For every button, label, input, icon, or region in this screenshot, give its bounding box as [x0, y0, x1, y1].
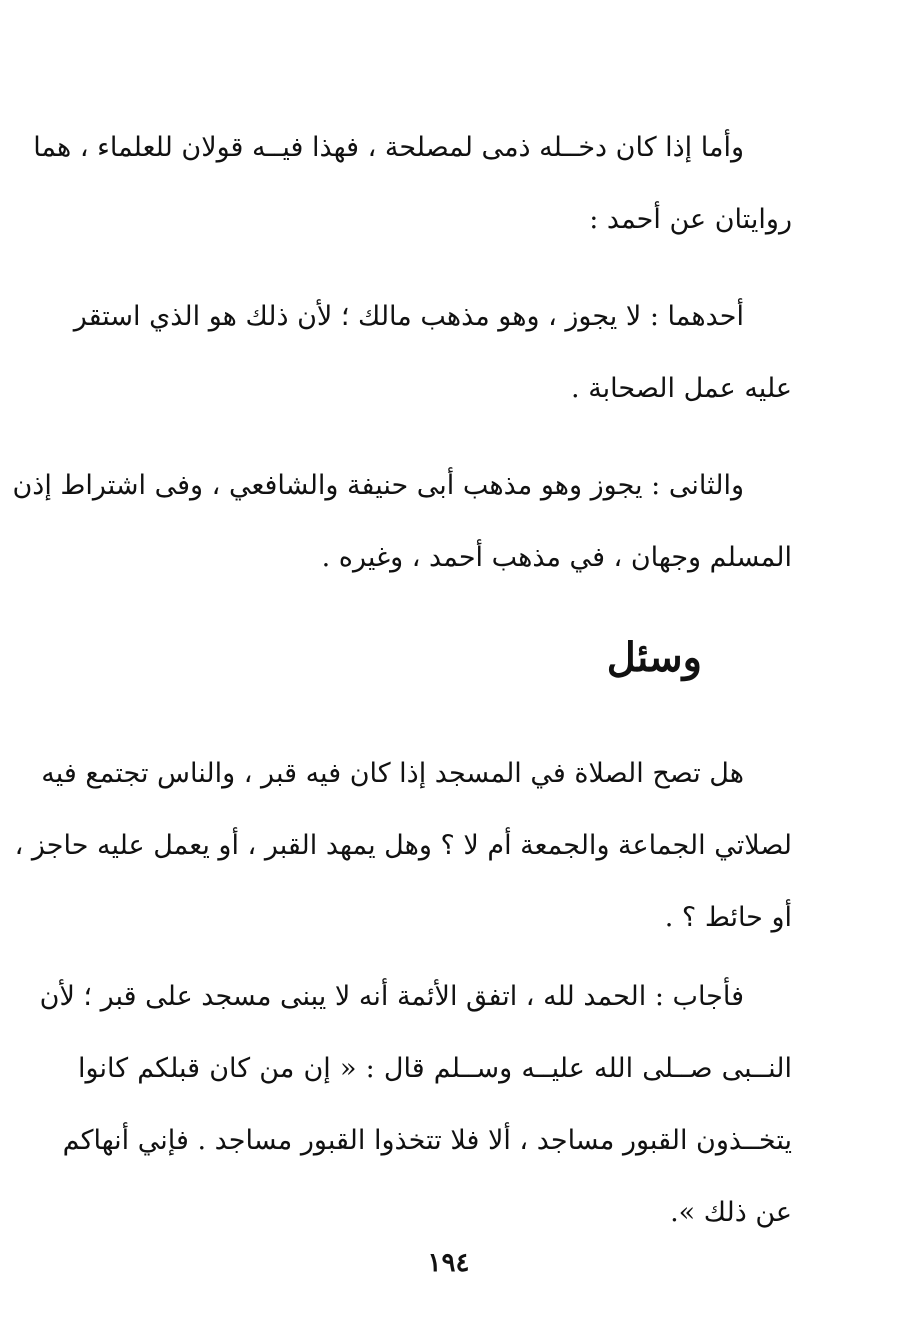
question-paragraph — [14, 738, 792, 954]
paragraph-first-opinion — [73, 281, 792, 425]
paragraph-dhimmi-entry — [33, 112, 792, 256]
text-line: أحدهما : لا يجوز ، وهو مذهب مالك ؛ لأن ذلك هو الذي استقر — [73, 301, 744, 332]
text-line: روايتان عن أحمد : — [589, 204, 792, 235]
page-number: ١٩٤ — [427, 1248, 470, 1278]
text-line: النــبى صــلى الله عليــه وســلم قال : « إن من كان قبلكم كانوا — [78, 1053, 792, 1084]
text-line: أو حائط ؟ . — [664, 902, 792, 933]
answer-paragraph — [39, 961, 792, 1249]
text-line: هل تصح الصلاة في المسجد إذا كان فيه قبر ، والناس تجتمع فيه — [41, 758, 744, 789]
text-line: وأما إذا كان دخــله ذمى لمصلحة ، فهذا فيــه قولان للعلماء ، هما — [33, 132, 744, 163]
text-line: المسلم وجهان ، في مذهب أحمد ، وغيره . — [321, 542, 792, 573]
text-line: لصلاتي الجماعة والجمعة أم لا ؟ وهل يمهد القبر ، أو يعمل عليه حاجز ، — [14, 830, 792, 861]
section-heading: وسئل — [606, 634, 702, 681]
text-line: يتخــذون القبور مساجد ، ألا فلا تتخذوا القبور مساجد . فإني أنهاكم — [62, 1125, 792, 1156]
text-line: عليه عمل الصحابة . — [571, 373, 792, 404]
text-line: عن ذلك ». — [670, 1197, 792, 1228]
paragraph-second-opinion — [12, 450, 792, 594]
text-line: والثانى : يجوز وهو مذهب أبى حنيفة والشافعي ، وفى اشتراط إذن — [12, 470, 744, 501]
text-line: فأجاب : الحمد لله ، اتفق الأئمة أنه لا يبنى مسجد على قبر ؛ لأن — [39, 981, 744, 1012]
